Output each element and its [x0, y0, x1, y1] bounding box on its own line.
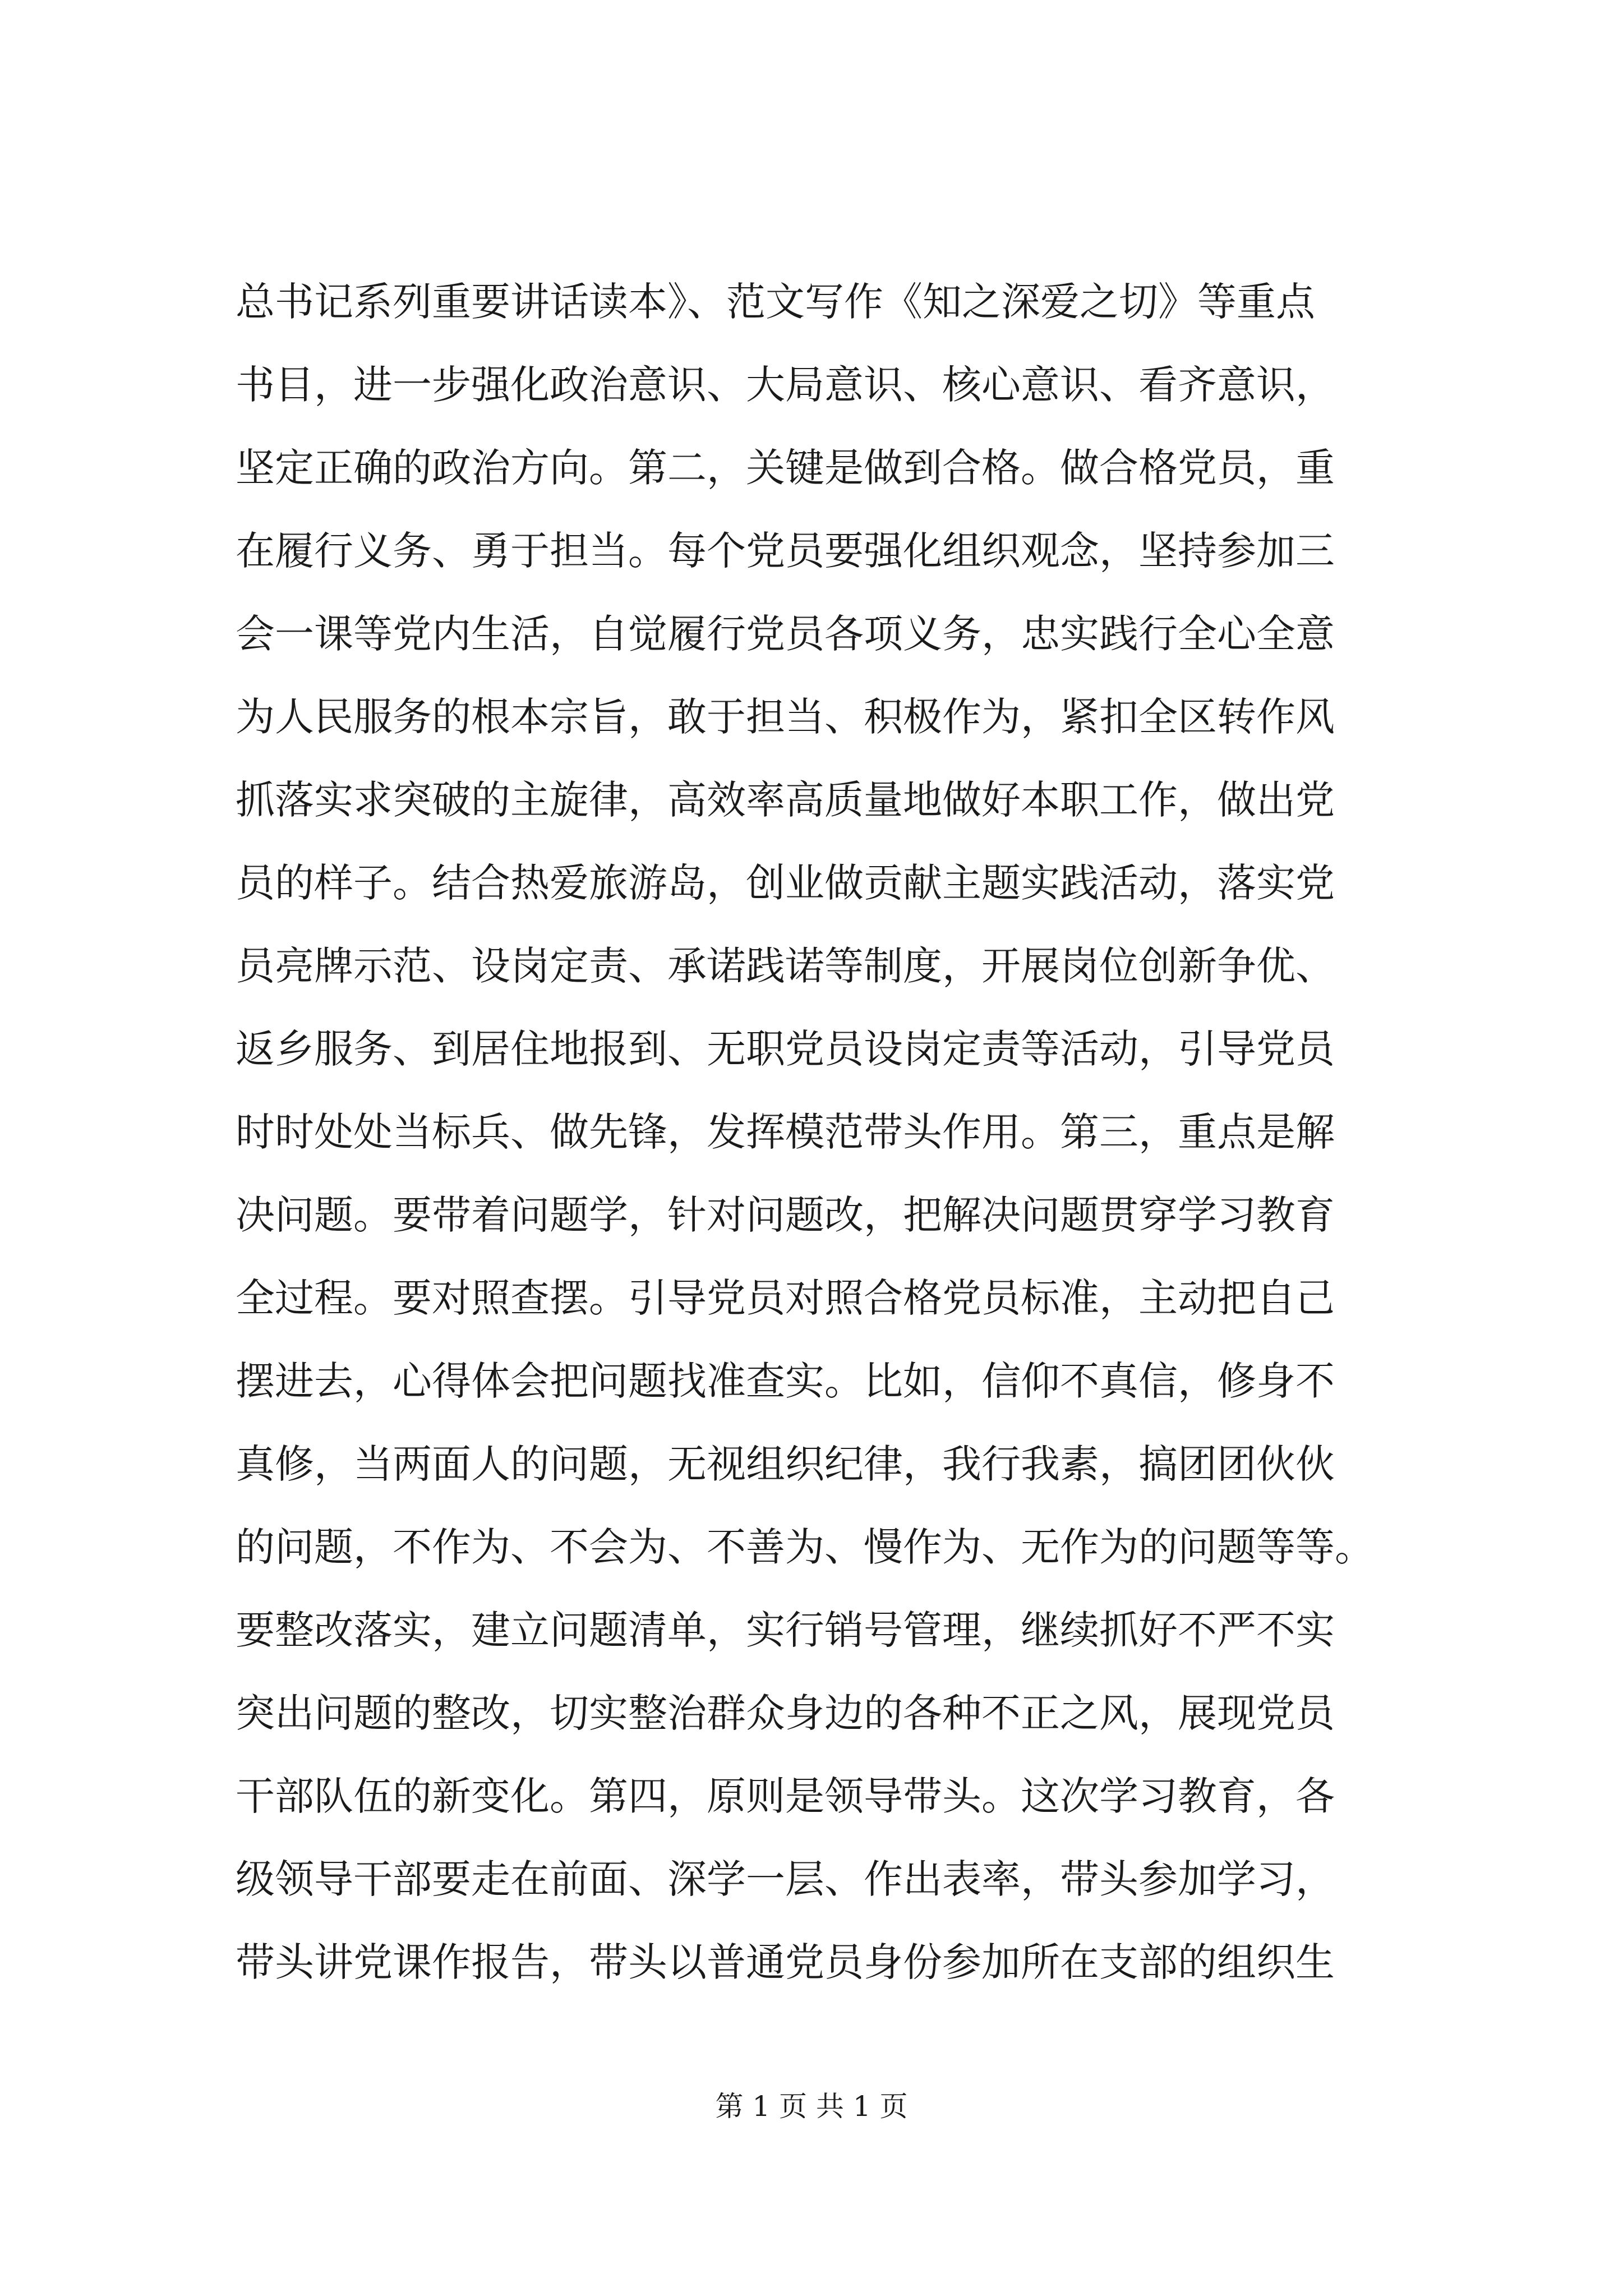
text-line: 时时处处当标兵、做先锋，发挥模范带头作用。第三，重点是解 [236, 1109, 1335, 1155]
text-line: 书目，进一步强化政治意识、大局意识、核心意识、看齐意识， [236, 362, 1335, 408]
body-text [236, 260, 1424, 2004]
text-line: 全过程。要对照查摆。引导党员对照合格党员标准，主动把自己 [236, 1275, 1335, 1321]
text-line: 的问题，不作为、不会为、不善为、慢作为、无作为的问题等等。 [236, 1524, 1374, 1570]
text-line: 带头讲党课作报告，带头以普通党员身份参加所在支部的组织生 [236, 1939, 1335, 1985]
text-line: 在履行义务、勇于担当。每个党员要强化组织观念，坚持参加三 [236, 528, 1335, 574]
text-line: 真修，当两面人的问题，无视组织纪律，我行我素，搞团团伙伙 [236, 1441, 1335, 1487]
text-line: 为人民服务的根本宗旨，敢于担当、积极作为，紧扣全区转作风 [236, 694, 1335, 740]
text-line: 摆进去，心得体会把问题找准查实。比如，信仰不真信，修身不 [236, 1358, 1335, 1404]
text-line: 突出问题的整改，切实整治群众身边的各种不正之风，展现党员 [236, 1690, 1335, 1736]
text-line: 坚定正确的政治方向。第二，关键是做到合格。做合格党员，重 [236, 445, 1335, 491]
text-line: 总书记系列重要讲话读本》、范文写作《知之深爱之切》等重点 [236, 279, 1315, 325]
text-line: 员亮牌示范、设岗定责、承诺践诺等制度，开展岗位创新争优、 [236, 943, 1335, 989]
text-line: 员的样子。结合热爱旅游岛，创业做贡献主题实践活动，落实党 [236, 860, 1335, 906]
page-number-footer: 第 1 页 共 1 页 [715, 2090, 908, 2123]
text-line: 要整改落实，建立问题清单，实行销号管理，继续抓好不严不实 [236, 1607, 1335, 1653]
text-line: 干部队伍的新变化。第四，原则是领导带头。这次学习教育，各 [236, 1773, 1335, 1819]
text-line: 返乡服务、到居住地报到、无职党员设岗定责等活动，引导党员 [236, 1026, 1335, 1072]
text-line: 会一课等党内生活，自觉履行党员各项义务，忠实践行全心全意 [236, 611, 1335, 657]
text-line: 抓落实求突破的主旋律，高效率高质量地做好本职工作，做出党 [236, 777, 1335, 823]
text-line: 级领导干部要走在前面、深学一层、作出表率，带头参加学习， [236, 1856, 1335, 1902]
text-line: 决问题。要带着问题学，针对问题改，把解决问题贯穿学习教育 [236, 1192, 1335, 1238]
